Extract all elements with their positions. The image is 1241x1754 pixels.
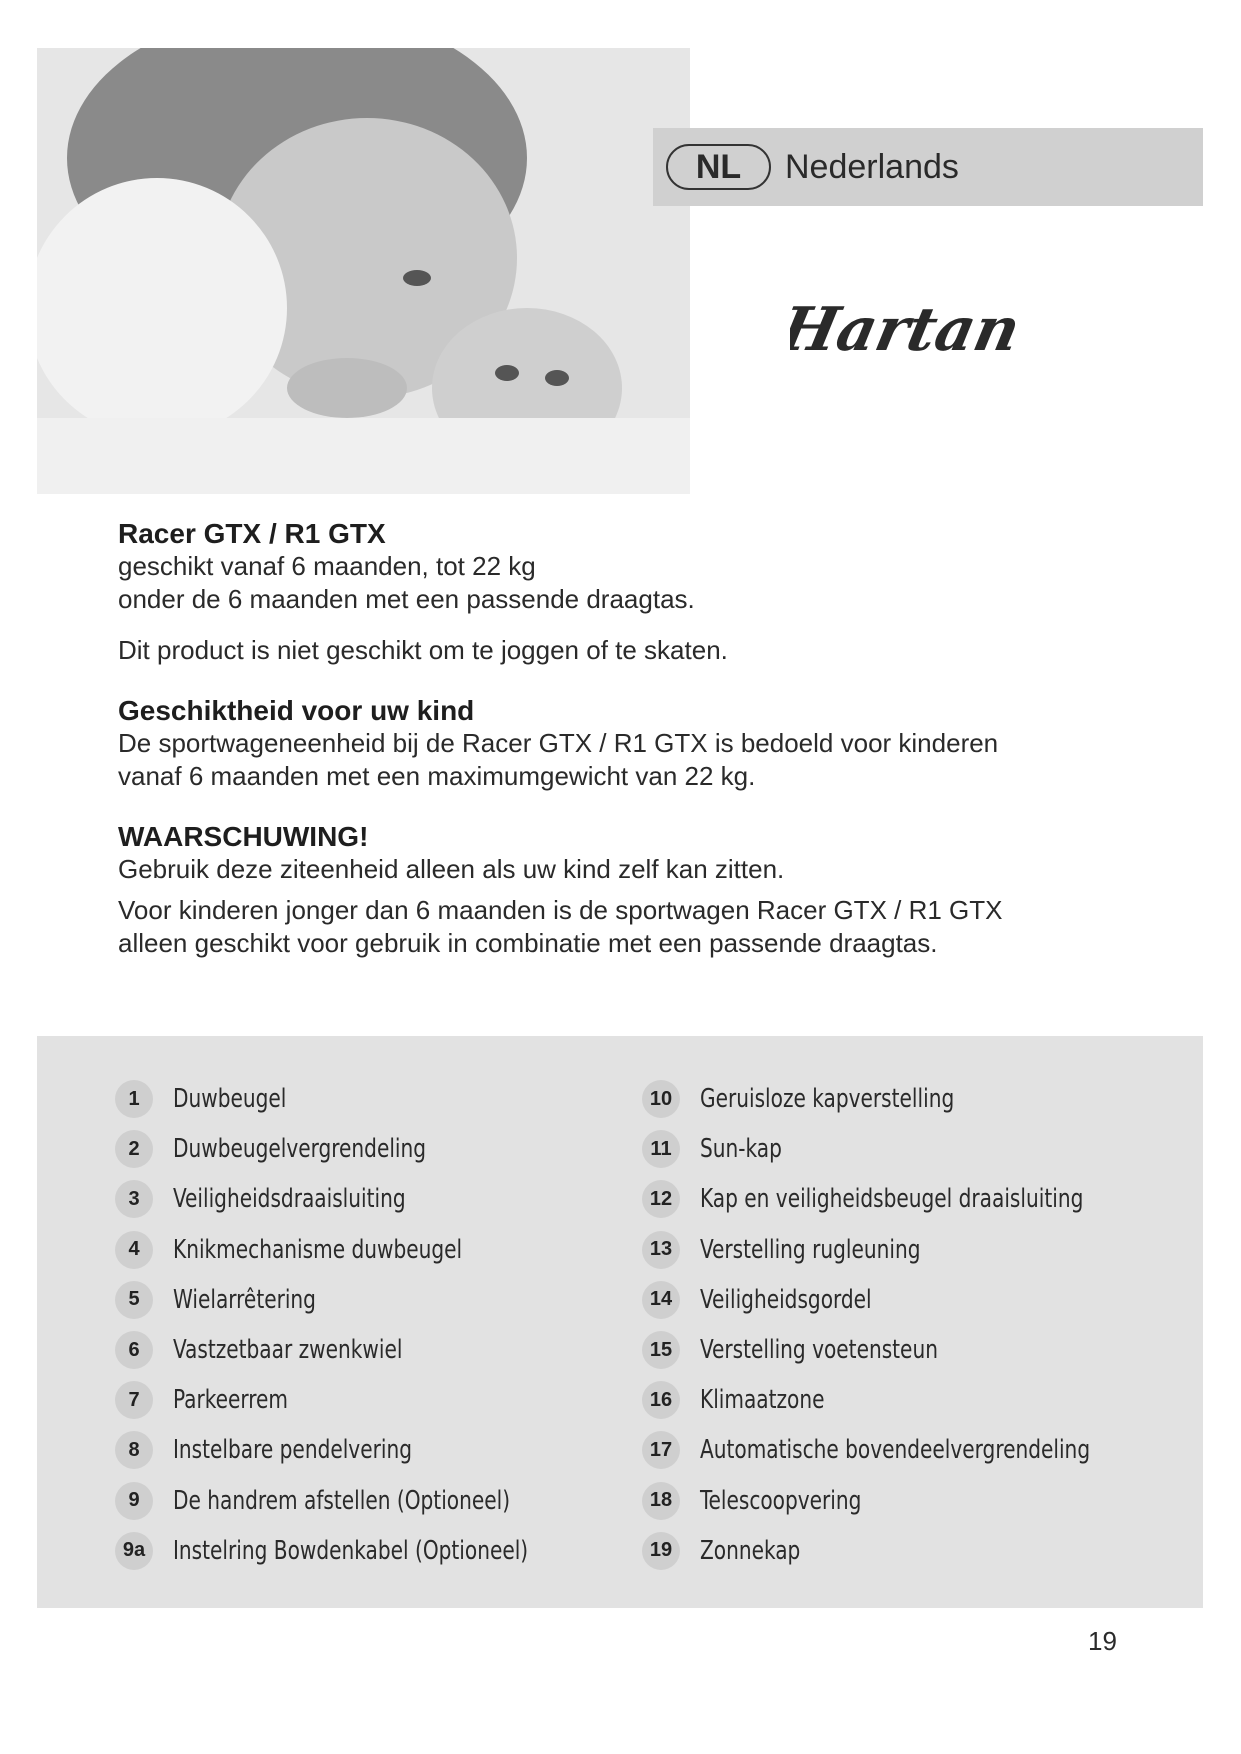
part-label: Duwbeugel [173,1084,287,1115]
part-label: Geruisloze kapverstelling [700,1084,955,1115]
part-label: Instelring Bowdenkabel (Optioneel) [173,1535,529,1566]
parts-list-left [115,1074,586,1576]
part-number-badge: 15 [642,1331,680,1369]
part-number-badge: 11 [642,1130,680,1168]
part-number-badge: 13 [642,1231,680,1269]
product-title: Racer GTX / R1 GTX [118,518,386,549]
part-label: Duwbeugelvergrendeling [173,1134,427,1165]
part-number-badge: 3 [115,1180,153,1218]
list-item [115,1174,586,1224]
list-item [115,1526,586,1576]
page-number: 19 [1088,1626,1117,1656]
part-label: Parkeerrem [173,1385,288,1416]
list-item [115,1074,586,1124]
part-label: Instelbare pendelvering [173,1435,412,1466]
list-item [115,1124,586,1174]
hartan-logo [790,270,1050,380]
part-number-badge: 19 [642,1532,680,1570]
mother-and-baby-photo [37,48,690,494]
suitability-line-2: onder de 6 maanden met een passende draagtas. [118,584,695,614]
part-number-badge: 17 [642,1431,680,1469]
hartan-logo-text: Hartan [790,294,1027,365]
warning-heading: WAARSCHUWING! [118,821,369,852]
list-item [642,1225,1154,1275]
list-item [642,1476,1154,1526]
part-label: Verstelling rugleuning [700,1234,921,1265]
parts-list [37,1036,1203,1608]
list-item [642,1526,1154,1576]
part-label: Veiligheidsdraaisluiting [173,1184,406,1215]
list-item [115,1325,586,1375]
warning-text-2: Voor kinderen jonger dan 6 maanden is de sportwagen Racer GTX / R1 GTX [118,895,1003,925]
part-label: Sun-kap [700,1134,782,1165]
list-item [642,1375,1154,1425]
list-item [642,1425,1154,1475]
part-number-badge: 18 [642,1482,680,1520]
part-number-badge: 5 [115,1281,153,1319]
list-item [642,1174,1154,1224]
warning-text-3: alleen geschikt voor gebruik in combinatie met een passende draagtas. [118,928,938,958]
list-item [642,1074,1154,1124]
part-label: Vastzetbaar zwenkwiel [173,1335,403,1366]
suitability-heading: Geschiktheid voor uw kind [118,695,475,726]
part-number-badge: 12 [642,1180,680,1218]
part-label: Wielarrêtering [173,1284,316,1315]
part-number-badge: 1 [115,1080,153,1118]
product-info [118,518,1118,960]
part-number-badge: 6 [115,1331,153,1369]
part-label: Zonnekap [700,1535,801,1566]
part-number-badge: 8 [115,1431,153,1469]
part-label: Kap en veiligheidsbeugel draaisluiting [700,1184,1084,1215]
language-name: Nederlands [785,147,959,186]
suitability-text-1: De sportwageneenheid bij de Racer GTX / R1 GTX is bedoeld voor kinderen [118,728,999,758]
part-label: De handrem afstellen (Optioneel) [173,1485,511,1516]
part-number-badge: 10 [642,1080,680,1118]
part-number-badge: 4 [115,1231,153,1269]
list-item [115,1476,586,1526]
part-label: Verstelling voetensteun [700,1335,938,1366]
part-number-badge: 14 [642,1281,680,1319]
language-code-badge: NL [666,144,771,190]
list-item [115,1225,586,1275]
part-label: Knikmechanisme duwbeugel [173,1234,463,1265]
list-item [642,1275,1154,1325]
language-banner [653,128,1203,206]
jogging-note: Dit product is niet geschikt om te joggen of te skaten. [118,635,728,665]
list-item [115,1375,586,1425]
part-number-badge: 7 [115,1381,153,1419]
list-item [115,1275,586,1325]
suitability-text-2: vanaf 6 maanden met een maximumgewicht van 22 kg. [118,761,756,791]
part-label: Telescoopvering [700,1485,862,1516]
suitability-line-1: geschikt vanaf 6 maanden, tot 22 kg [118,551,536,581]
part-label: Automatische bovendeelvergrendeling [700,1435,1091,1466]
warning-text-1: Gebruik deze ziteenheid alleen als uw kind zelf kan zitten. [118,854,785,884]
part-number-badge: 16 [642,1381,680,1419]
parts-list-right [642,1074,1154,1576]
part-number-badge: 9a [115,1532,153,1570]
list-item [642,1325,1154,1375]
list-item [115,1425,586,1475]
list-item [642,1124,1154,1174]
part-label: Veiligheidsgordel [700,1284,872,1315]
part-number-badge: 9 [115,1482,153,1520]
part-number-badge: 2 [115,1130,153,1168]
part-label: Klimaatzone [700,1385,825,1416]
